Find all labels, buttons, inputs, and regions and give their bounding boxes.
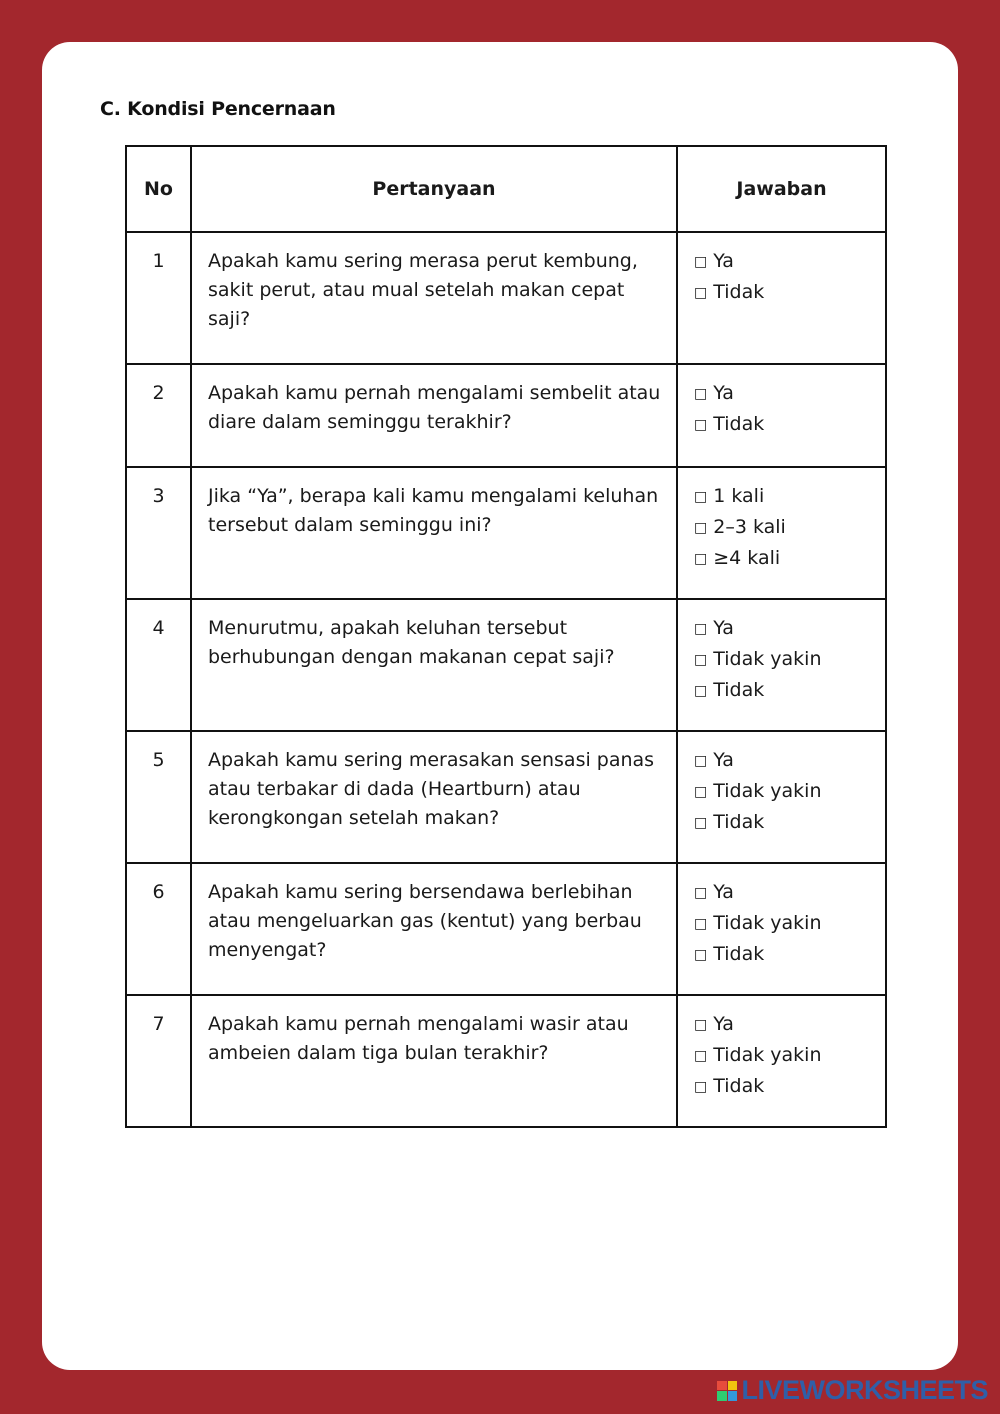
row-number: 4 <box>126 599 191 731</box>
checkbox-icon[interactable]: □ <box>694 753 708 769</box>
logo-tile-e <box>728 1391 738 1401</box>
answer-option[interactable] <box>694 808 884 839</box>
answer-option[interactable] <box>694 1072 884 1103</box>
answer-option[interactable] <box>694 544 884 575</box>
answer-option[interactable] <box>694 1041 884 1072</box>
answer-option[interactable] <box>694 777 884 808</box>
header-question: Pertanyaan <box>191 146 677 232</box>
answer-option-label: Tidak <box>713 943 765 965</box>
answer-option[interactable] <box>694 513 884 544</box>
header-no: No <box>126 146 191 232</box>
question-text: Apakah kamu sering merasa perut kembung, sakit perut, atau mual setelah makan cepat saji? <box>191 232 677 364</box>
table-row <box>126 731 886 863</box>
answer-options <box>677 995 886 1127</box>
answer-option[interactable] <box>694 1010 884 1041</box>
checkbox-icon[interactable]: □ <box>694 520 708 536</box>
answer-option-label: Ya <box>713 881 734 903</box>
answer-options <box>677 364 886 467</box>
table-row <box>126 467 886 599</box>
answer-option[interactable] <box>694 482 884 513</box>
table-row <box>126 232 886 364</box>
answer-option[interactable] <box>694 909 884 940</box>
checkbox-icon[interactable]: □ <box>694 489 708 505</box>
section-title: C. Kondisi Pencernaan <box>100 98 336 120</box>
row-number: 1 <box>126 232 191 364</box>
logo-tile-v <box>717 1391 727 1401</box>
row-number: 2 <box>126 364 191 467</box>
answer-option-label: Ya <box>713 382 734 404</box>
answer-option-label: Tidak <box>713 679 765 701</box>
answer-option-label: Tidak <box>713 281 765 303</box>
answer-option-label: Ya <box>713 250 734 272</box>
checkbox-icon[interactable]: □ <box>694 1048 708 1064</box>
checkbox-icon[interactable]: □ <box>694 1017 708 1033</box>
answer-option-label: Tidak <box>713 413 765 435</box>
checkbox-icon[interactable]: □ <box>694 285 708 301</box>
liveworksheets-watermark <box>717 1375 988 1406</box>
row-number: 6 <box>126 863 191 995</box>
answer-option-label: 2–3 kali <box>713 516 786 538</box>
table-row <box>126 863 886 995</box>
table-row <box>126 364 886 467</box>
answer-option[interactable] <box>694 614 884 645</box>
logo-tile-i <box>728 1381 738 1391</box>
answer-option[interactable] <box>694 878 884 909</box>
checkbox-icon[interactable]: □ <box>694 386 708 402</box>
checkbox-icon[interactable]: □ <box>694 784 708 800</box>
liveworksheets-logo-icon <box>717 1381 737 1401</box>
question-text: Menurutmu, apakah keluhan tersebut berhubungan dengan makanan cepat saji? <box>191 599 677 731</box>
answer-option-label: Tidak yakin <box>713 648 822 670</box>
checkbox-icon[interactable]: □ <box>694 947 708 963</box>
question-text: Jika “Ya”, berapa kali kamu mengalami keluhan tersebut dalam seminggu ini? <box>191 467 677 599</box>
checkbox-icon[interactable]: □ <box>694 885 708 901</box>
answer-options <box>677 863 886 995</box>
questionnaire-table <box>125 145 887 1128</box>
answer-option-label: Ya <box>713 617 734 639</box>
answer-option-label: Tidak <box>713 1075 765 1097</box>
checkbox-icon[interactable]: □ <box>694 1079 708 1095</box>
question-text: Apakah kamu pernah mengalami wasir atau ambeien dalam tiga bulan terakhir? <box>191 995 677 1127</box>
answer-options <box>677 467 886 599</box>
checkbox-icon[interactable]: □ <box>694 683 708 699</box>
table-row <box>126 599 886 731</box>
checkbox-icon[interactable]: □ <box>694 815 708 831</box>
answer-options <box>677 232 886 364</box>
answer-option[interactable] <box>694 645 884 676</box>
checkbox-icon[interactable]: □ <box>694 254 708 270</box>
checkbox-icon[interactable]: □ <box>694 551 708 567</box>
logo-tile-l <box>717 1381 727 1391</box>
answer-option[interactable] <box>694 379 884 410</box>
row-number: 7 <box>126 995 191 1127</box>
answer-option-label: Tidak <box>713 811 765 833</box>
answer-option[interactable] <box>694 746 884 777</box>
answer-option[interactable] <box>694 278 884 309</box>
answer-option[interactable] <box>694 247 884 278</box>
table-row <box>126 995 886 1127</box>
row-number: 5 <box>126 731 191 863</box>
answer-option[interactable] <box>694 940 884 971</box>
answer-option-label: Tidak yakin <box>713 912 822 934</box>
checkbox-icon[interactable]: □ <box>694 621 708 637</box>
table-header-row <box>126 146 886 232</box>
checkbox-icon[interactable]: □ <box>694 417 708 433</box>
question-text: Apakah kamu sering bersendawa berlebihan atau mengeluarkan gas (kentut) yang berbau menyengat? <box>191 863 677 995</box>
question-text: Apakah kamu sering merasakan sensasi panas atau terbakar di dada (Heartburn) atau kerongkongan setelah makan? <box>191 731 677 863</box>
answer-option[interactable] <box>694 410 884 441</box>
checkbox-icon[interactable]: □ <box>694 652 708 668</box>
answer-option-label: 1 kali <box>713 485 765 507</box>
answer-option-label: Ya <box>713 1013 734 1035</box>
answer-option-label: Ya <box>713 749 734 771</box>
question-text: Apakah kamu pernah mengalami sembelit atau diare dalam seminggu terakhir? <box>191 364 677 467</box>
answer-options <box>677 731 886 863</box>
checkbox-icon[interactable]: □ <box>694 916 708 932</box>
answer-options <box>677 599 886 731</box>
answer-option-label: Tidak yakin <box>713 1044 822 1066</box>
header-answer: Jawaban <box>677 146 886 232</box>
answer-option-label: ≥4 kali <box>713 547 781 569</box>
watermark-text: LIVEWORKSHEETS <box>741 1375 988 1405</box>
row-number: 3 <box>126 467 191 599</box>
answer-option-label: Tidak yakin <box>713 780 822 802</box>
answer-option[interactable] <box>694 676 884 707</box>
